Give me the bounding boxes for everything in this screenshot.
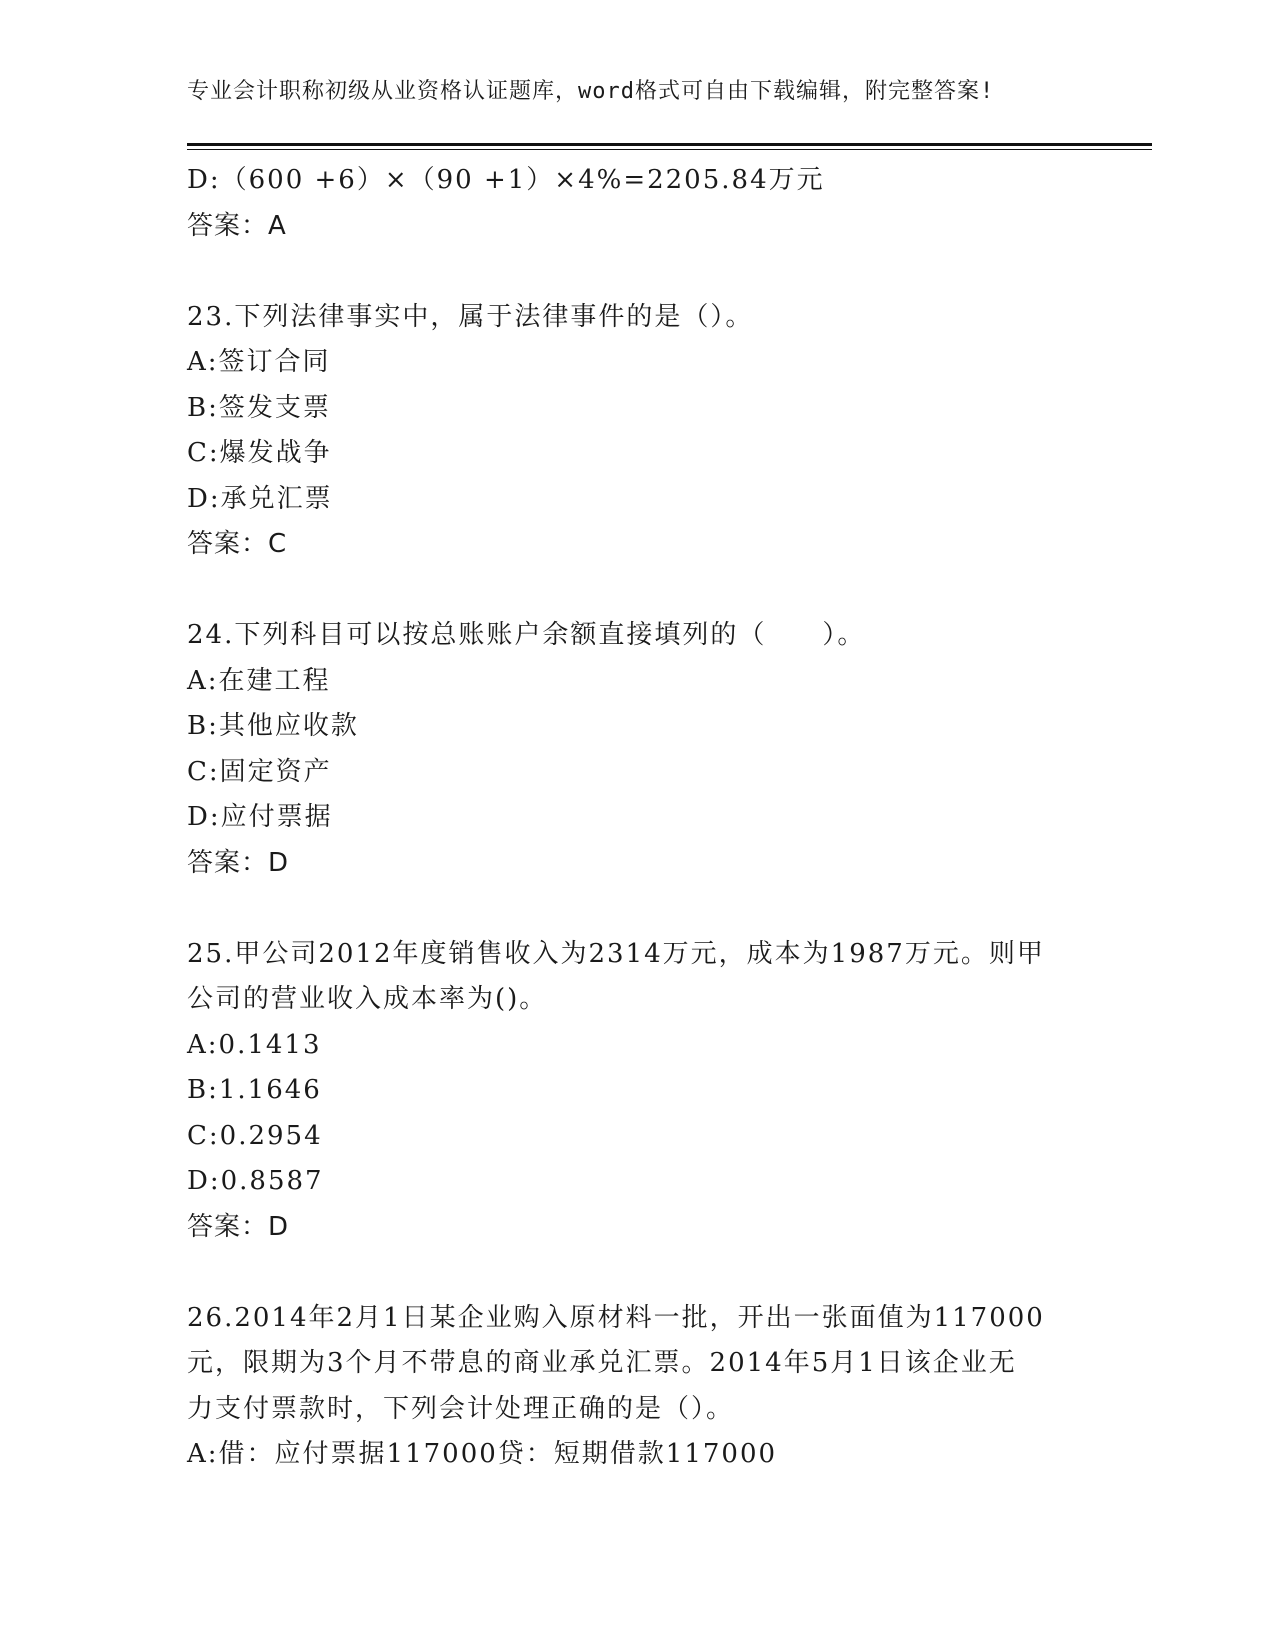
question-list [187,158,1087,1478]
option-line: B:签发支票 [187,392,331,423]
question-block [187,932,1087,1251]
answer-line: 答案：C [187,529,288,559]
option-line: D:（600 +6）×（90 +1）×4%=2205.84万元 [187,165,825,195]
page-header: 专业会计职称初级从业资格认证题库，word格式可自由下载编辑，附完整答案! [187,79,995,104]
question-text-line: 公司的营业收入成本率为()。 [187,984,548,1014]
option-line: C:0.2954 [187,1120,323,1151]
option-line: C:爆发战争 [187,438,332,468]
question-block [187,295,1087,568]
question-stem: 26.2014年2月1日某企业购入原材料一批，开出一张面值为117000 [187,1302,1045,1333]
answer-line: 答案：D [187,1211,290,1242]
block-spacer [187,249,1087,295]
question-text-line: 元，限期为3个月不带息的商业承兑汇票。2014年5月1日该企业无 [187,1348,1017,1378]
question-stem: 25.甲公司2012年度销售收入为2314万元，成本为1987万元。则甲 [187,938,1045,969]
question-block [187,158,1087,249]
block-spacer [187,886,1087,932]
answer-line: 答案：A [187,210,287,241]
option-line: A:借：应付票据117000贷：短期借款117000 [187,1439,778,1469]
option-line: D:承兑汇票 [187,483,333,514]
option-line: A:签订合同 [187,347,331,377]
question-text-line: 力支付票款时，下列会计处理正确的是（）。 [187,1393,735,1424]
question-stem: 23.下列法律事实中，属于法律事件的是（）。 [187,301,754,332]
header-rule-thick [187,143,1152,146]
option-line: D:0.8587 [187,1166,324,1196]
question-stem: 24.下列科目可以按总账账户余额直接填列的（ ）。 [187,620,866,650]
answer-line: 答案：D [187,847,290,878]
option-line: A:在建工程 [187,665,331,696]
option-line: D:应付票据 [187,802,333,832]
option-line: C:固定资产 [187,756,332,787]
option-line: B:1.1646 [187,1075,322,1105]
question-block [187,1296,1087,1478]
block-spacer [187,1250,1087,1296]
block-spacer [187,568,1087,614]
question-block [187,613,1087,886]
option-line: B:其他应收款 [187,711,359,741]
header-rule-thin [187,149,1152,150]
option-line: A:0.1413 [187,1029,322,1060]
